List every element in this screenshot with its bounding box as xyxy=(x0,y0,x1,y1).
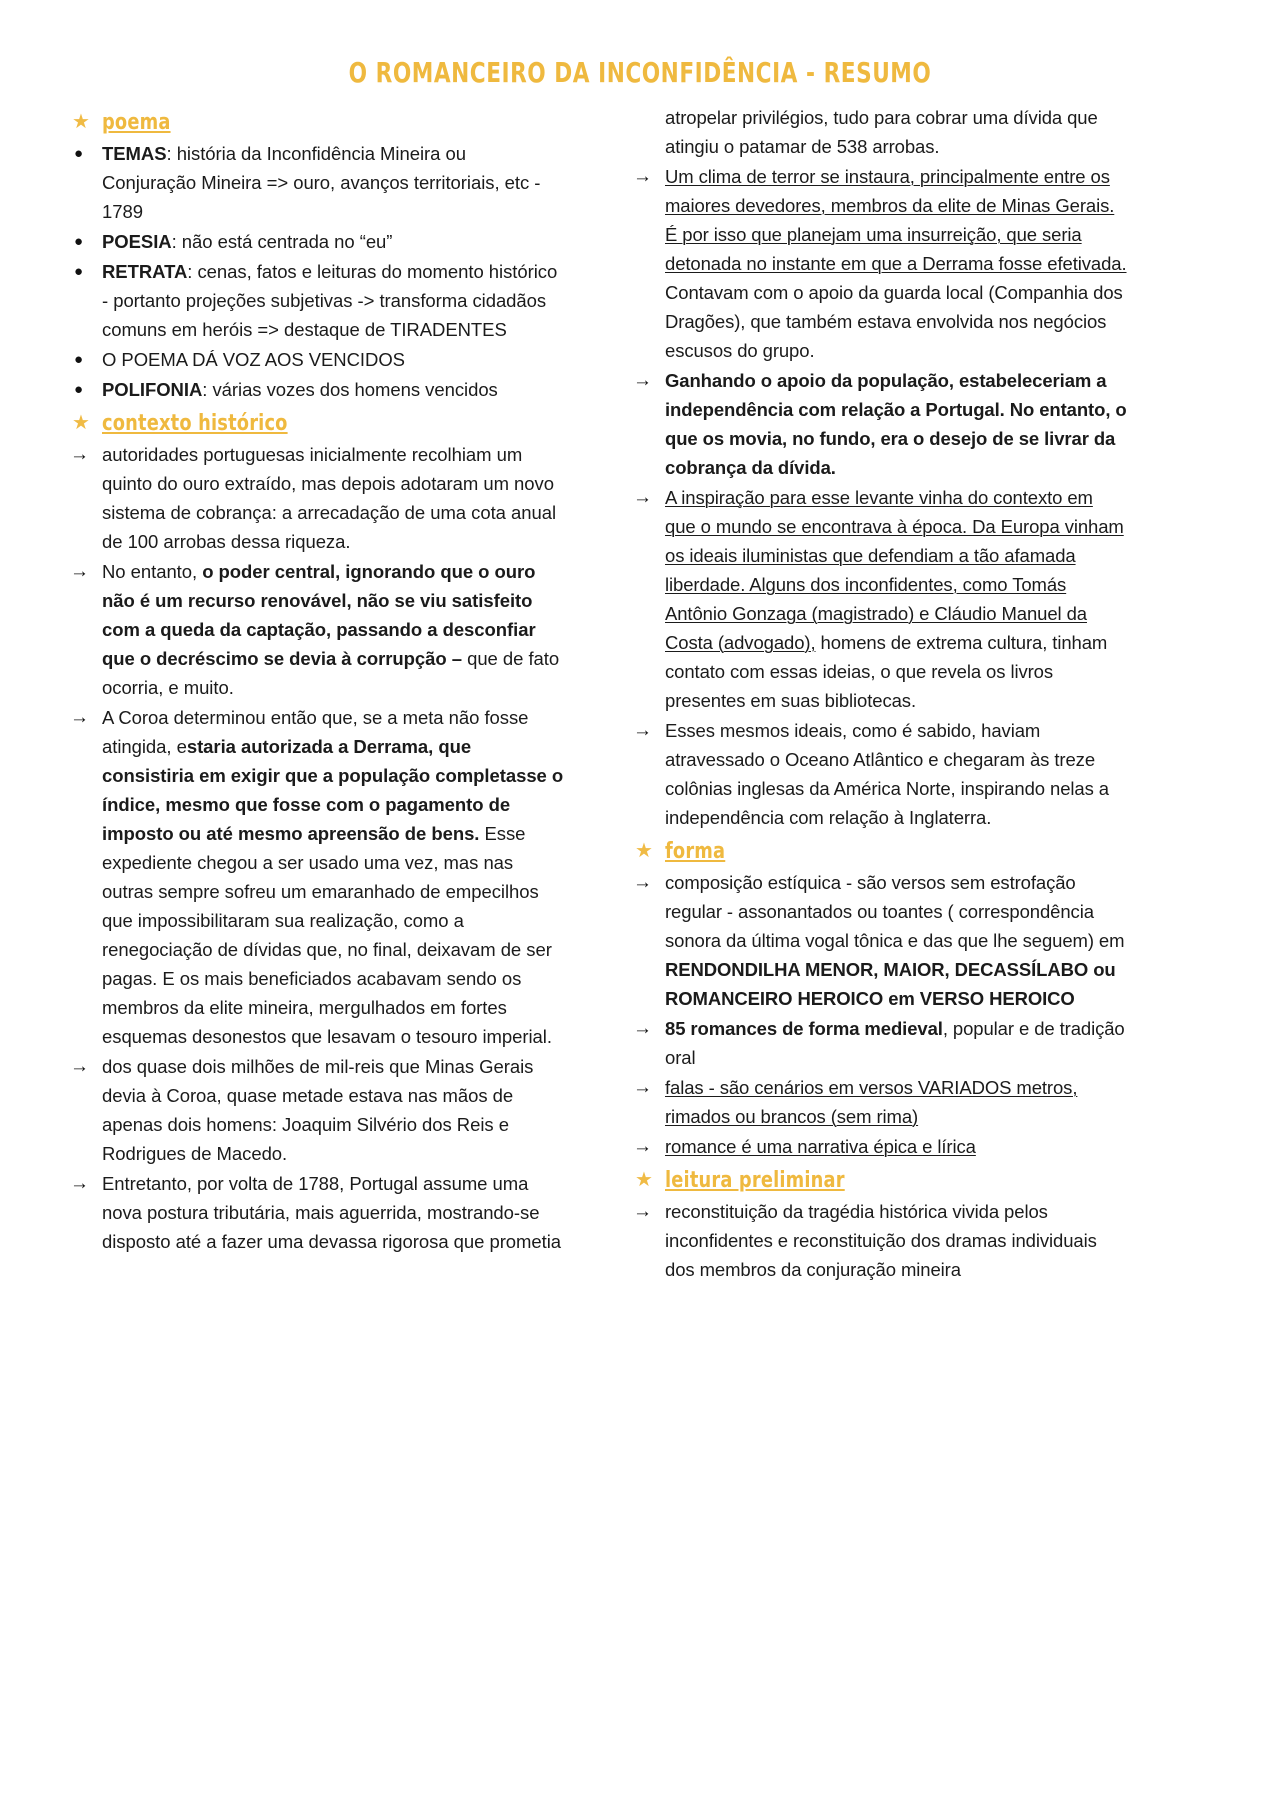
two-column-layout xyxy=(40,103,1240,1285)
text-run: homens de extrema cultura, tinham contato com essas ideias, o que revela os livros presentes em suas bibliotecas. xyxy=(665,631,1108,711)
list-item-text xyxy=(665,1197,1128,1284)
section-heading-label: forma xyxy=(665,838,726,864)
text-run: RENDONDILHA MENOR, MAIOR, DECASSÍLABO ou ROMANCEIRO HEROICO em VERSO HEROICO xyxy=(665,958,1116,1009)
list-item xyxy=(68,375,565,404)
arrow-bullet-icon: → xyxy=(633,1017,652,1039)
left-column xyxy=(68,103,565,1257)
arrow-bullet-icon: → xyxy=(633,1135,652,1157)
text-run: : cenas, fatos e leituras do momento histórico - portanto projeções subjetivas -> transforma cidadãos comuns em heróis => destaque de TIRADENTES xyxy=(102,260,558,340)
list-item-text xyxy=(665,483,1128,715)
text-run: o poder central, ignorando que o ouro não é um recurso renovável, não se viu satisfeito com a queda da captação, passando a desconfiar que o decréscimo se devia à corrupção – xyxy=(102,560,536,669)
arrow-bullet-icon: → xyxy=(633,486,652,508)
text-run: falas - são cenários em versos VARIADOS metros, rimados ou brancos (sem rima) xyxy=(665,1076,1078,1127)
list-item-text xyxy=(102,227,565,256)
list-item xyxy=(631,1132,1128,1161)
text-run: Ganhando o apoio da população, estabeleceriam a independência com relação a Portugal. No entanto, o que os movia, no fundo, era o desejo de se livrar da cobrança da dívida. xyxy=(665,369,1127,478)
list-item-text xyxy=(665,162,1128,365)
text-run: TEMAS xyxy=(102,142,167,164)
list-item-text xyxy=(102,375,565,404)
arrow-bullet-icon: → xyxy=(633,719,652,741)
list-item xyxy=(68,703,565,1051)
list-item xyxy=(631,1073,1128,1131)
list-item xyxy=(631,868,1128,1013)
star-icon: ★ xyxy=(635,1168,653,1191)
text-run: Um clima de terror se instaura, principalmente entre os maiores devedores, membros da elite de Minas Gerais. É por isso que planejam uma insurreição, que seria detonada no instante em que a Derrama fosse efetivada. xyxy=(665,165,1127,274)
arrow-bullet-icon: → xyxy=(633,1076,652,1098)
list-item-text xyxy=(665,366,1128,482)
arrow-bullet-icon: → xyxy=(633,369,652,391)
section-heading xyxy=(631,838,1128,865)
text-run: romance é uma narrativa épica e lírica xyxy=(665,1135,976,1157)
list-item xyxy=(68,440,565,556)
list-item xyxy=(68,139,565,226)
dot-bullet-icon: ● xyxy=(74,144,84,162)
text-run: autoridades portuguesas inicialmente recolhiam um quinto do ouro extraído, mas depois adotaram um novo sistema de cobrança: a arrecadação de uma cota anual de 100 arrobas dessa riqueza. xyxy=(102,443,557,552)
list-item-text xyxy=(102,257,565,344)
list-item-text xyxy=(665,868,1128,1013)
star-icon: ★ xyxy=(72,411,90,434)
text-run: Entretanto, por volta de 1788, Portugal assume uma nova postura tributária, mais aguerrida, mostrando-se disposto até a fazer uma devassa rigorosa que prometia xyxy=(102,1172,562,1252)
text-run: , popular e de tradição oral xyxy=(665,1017,1125,1068)
text-run: Esse expediente chegou a ser usado uma vez, mas nas outras sempre sofreu um emaranhado de empecilhos que impossibilitaram sua realização, como a renegociação de dívidas que, no final, deixavam de ser pagas. E os mais beneficiados acabavam sendo os membros da elite mineira, mergulhados em fortes esquemas desonestos que lesavam o tesouro imperial. xyxy=(102,822,552,1047)
arrow-bullet-icon: → xyxy=(633,1200,652,1222)
star-icon: ★ xyxy=(635,839,653,862)
section-heading xyxy=(68,410,565,437)
arrow-bullet-icon: → xyxy=(633,871,652,893)
arrow-bullet-icon: → xyxy=(70,1055,89,1077)
list-item xyxy=(631,366,1128,482)
arrow-bullet-icon: → xyxy=(70,560,89,582)
list-item-text xyxy=(102,703,565,1051)
page-title: O ROMANCEIRO DA INCONFIDÊNCIA - RESUMO xyxy=(348,56,932,89)
list-item xyxy=(631,716,1128,832)
text-run: : várias vozes dos homens vencidos xyxy=(202,378,498,400)
list-item-text xyxy=(665,1132,1128,1161)
section-heading-label: poema xyxy=(102,109,171,135)
list-item xyxy=(631,1197,1128,1284)
text-run: : história da Inconfidência Mineira ou Conjuração Mineira => ouro, avanços territoriais, etc - 1789 xyxy=(102,142,541,222)
list-item xyxy=(68,557,565,702)
text-run: POESIA xyxy=(102,230,172,252)
arrow-bullet-icon: → xyxy=(70,1172,89,1194)
text-run: reconstituição da tragédia histórica vivida pelos inconfidentes e reconstituição dos dramas individuais dos membros da conjuração mineira xyxy=(665,1200,1097,1280)
text-run: POLIFONIA xyxy=(102,378,203,400)
text-run: staria autorizada a Derrama, que consistiria em exigir que a população completasse o índice, mesmo que fosse com o pagamento de imposto ou até mesmo apreensão de bens. xyxy=(102,735,564,844)
arrow-bullet-icon: → xyxy=(633,165,652,187)
list-item-text xyxy=(102,1169,565,1256)
section-heading xyxy=(631,1167,1128,1194)
text-run: dos quase dois milhões de mil-reis que Minas Gerais devia à Coroa, quase metade estava nas mãos de apenas dois homens: Joaquim Silvério dos Reis e Rodrigues de Macedo. xyxy=(102,1055,534,1164)
text-run: RETRATA xyxy=(102,260,188,282)
list-item xyxy=(68,1169,565,1256)
list-item-text xyxy=(102,440,565,556)
list-item-text xyxy=(665,103,1128,161)
text-run: A Coroa determinou então que, se a meta não fosse atingida, e xyxy=(102,706,529,757)
text-run: composição estíquica - são versos sem estrofação regular - assonantados ou toantes ( correspondência sonora da última vogal tônica e das que lhe seguem) em xyxy=(665,871,1125,951)
list-item xyxy=(631,483,1128,715)
dot-bullet-icon: ● xyxy=(74,262,84,280)
right-column xyxy=(631,103,1128,1285)
list-item-text xyxy=(102,139,565,226)
text-run: : não está centrada no “eu” xyxy=(171,230,393,252)
list-item-text xyxy=(665,1014,1128,1072)
section-heading-label: contexto histórico xyxy=(102,410,288,436)
list-item-text xyxy=(665,716,1128,832)
section-heading xyxy=(68,109,565,136)
arrow-bullet-icon: → xyxy=(70,706,89,728)
arrow-bullet-icon: → xyxy=(70,443,89,465)
list-item xyxy=(68,227,565,256)
dot-bullet-icon: ● xyxy=(74,232,84,250)
list-item xyxy=(631,103,1128,161)
star-icon: ★ xyxy=(72,110,90,133)
text-run: O POEMA DÁ VOZ AOS VENCIDOS xyxy=(102,348,405,370)
list-item-text xyxy=(102,557,565,702)
list-item xyxy=(68,345,565,374)
list-item xyxy=(68,1052,565,1168)
section-heading-label: leitura preliminar xyxy=(665,1167,845,1193)
text-run: que de fato ocorria, e muito. xyxy=(102,647,560,698)
list-item-text xyxy=(102,345,565,374)
text-run: A inspiração para esse levante vinha do contexto em que o mundo se encontrava à época. Da Europa vinham os ideais iluministas que defendiam a tão afamada liberdade. Alguns dos inconfidentes, como Tomás Antônio Gonzaga (magistrado) e Cláudio Manuel da Costa (advogado), xyxy=(665,486,1124,653)
dot-bullet-icon: ● xyxy=(74,350,84,368)
text-run: Esses mesmos ideais, como é sabido, haviam atravessado o Oceano Atlântico e chegaram às treze colônias inglesas da América Norte, inspirando nelas a independência com relação à Inglaterra. xyxy=(665,719,1109,828)
list-item-text xyxy=(102,1052,565,1168)
text-run: No entanto, xyxy=(102,560,203,582)
list-item xyxy=(631,162,1128,365)
dot-bullet-icon: ● xyxy=(74,380,84,398)
text-run: Contavam com o apoio da guarda local (Companhia dos Dragões), que também estava envolvida nos negócios escusos do grupo. xyxy=(665,281,1123,361)
list-item-text xyxy=(665,1073,1128,1131)
text-run: 85 romances de forma medieval xyxy=(665,1017,943,1039)
list-item xyxy=(68,257,565,344)
text-run: atropelar privilégios, tudo para cobrar uma dívida que atingiu o patamar de 538 arrobas. xyxy=(665,106,1098,157)
list-item xyxy=(631,1014,1128,1072)
